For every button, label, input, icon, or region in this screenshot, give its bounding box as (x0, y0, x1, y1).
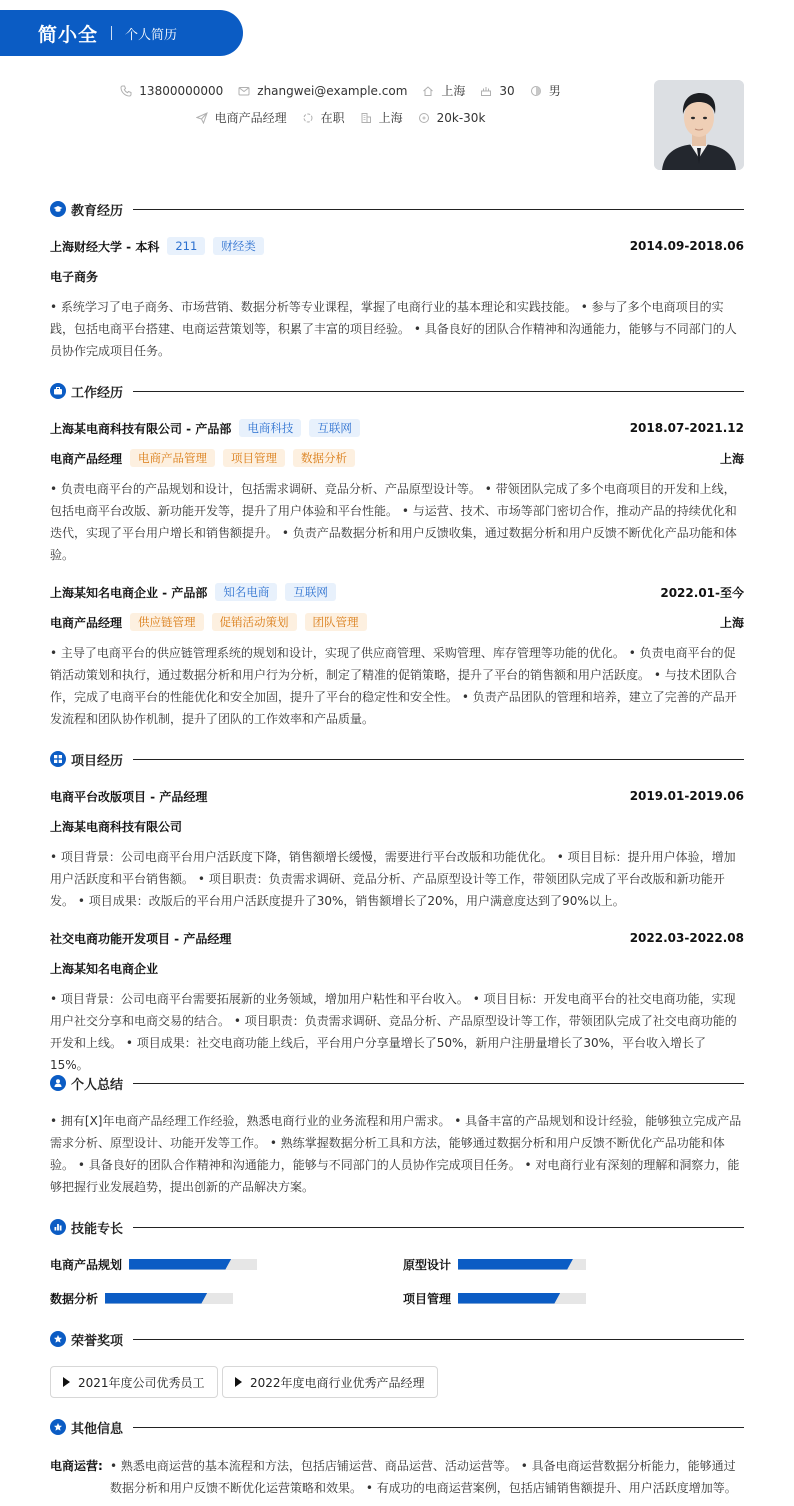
status-icon (301, 111, 315, 125)
contact-salary (417, 111, 486, 125)
brand-subtitle: 个人简历 (125, 27, 178, 43)
contact-position (195, 109, 287, 126)
company-name: 上海某知名电商企业 - 产品部 (50, 585, 208, 600)
status-value: 在职 (320, 111, 345, 125)
brand-divider (111, 26, 112, 40)
contact-row-1 (0, 82, 680, 99)
project-date: 2019.01-2019.06 (629, 789, 744, 803)
work-date: 2018.07-2021.12 (629, 421, 744, 435)
school-name: 上海财经大学 - 本科 (50, 239, 160, 254)
company-name: 上海某电商科技有限公司 - 产品部 (50, 421, 232, 436)
section-divider (133, 1427, 744, 1428)
company-tag: 知名电商 (215, 583, 277, 601)
resume-brand (0, 10, 243, 56)
section-title-text: 工作经历 (71, 385, 124, 401)
play-icon (63, 1377, 70, 1387)
work-city: 上海 (719, 451, 744, 466)
section-title-text: 项目经历 (71, 753, 124, 769)
section-title-education (50, 199, 744, 219)
skill-bar (458, 1259, 586, 1270)
user-icon (50, 1075, 66, 1091)
summary-text: • 拥有[X]年电商产品经理工作经验，熟悉电商行业的业务流程和用户需求。 • 具备丰富的产品规划和设计经验，能够独立完成产品需求分析、原型设计、功能开发等工作。 • 熟练掌握数据分析工具和方法，能够通过数据分析和用户反馈不断优化产品功能和体验。 • 具备良好的团队合作精神和沟通能力，能够与不同部门的人员协作完成项目任务。 • 对电商行业有深刻的理解和洞察力，能够把握行业发展趋势，提出创新的产品解决方案。 (50, 1114, 742, 1194)
brand-name: 简小全 (38, 23, 99, 46)
contact-email (237, 84, 407, 98)
project-date: 2022.03-2022.08 (629, 931, 744, 945)
project-company: 上海某电商科技有限公司 (50, 819, 183, 834)
work-description: • 主导了电商平台的供应链管理系统的规划和设计，实现了供应商管理、采购管理、库存管理等功能的优化。 • 负责电商平台的促销活动策划和执行，通过数据分析和用户行为分析，制定了精准的促销策略，提升了平台的销售额和用户活跃度。 • 与技术团队合作，完成了电商平台的性能优化和安全加固，提升了平台的稳定性和安全性。 • 负责产品团队的管理和培养，建立了完善的产品开发流程和团队协作机制，提升了团队的工作效率和产品质量。 (50, 646, 737, 726)
section-divider (133, 759, 744, 760)
role-name: 电商产品经理 (50, 451, 123, 466)
work-date: 2022.01-至今 (660, 585, 744, 600)
section-title-awards (50, 1329, 744, 1349)
city-value: 上海 (378, 111, 403, 125)
salary-value: 20k-30k (436, 110, 486, 125)
coin-icon (417, 111, 431, 125)
project-title: 电商平台改版项目 - 产品经理 (50, 789, 208, 804)
phone-value: 13800000000 (139, 83, 224, 98)
skill-bar-fill (129, 1259, 231, 1270)
education-date: 2014.09-2018.06 (629, 239, 744, 253)
award-text: 2021年度公司优秀员工 (78, 1375, 205, 1390)
section-title-skills (50, 1217, 744, 1237)
role-name: 电商产品经理 (50, 615, 123, 630)
info-icon (50, 1419, 66, 1435)
section-title-text: 其他信息 (71, 1421, 124, 1437)
skill-name: 电商产品规划 (50, 1257, 123, 1272)
section-title-project (50, 749, 744, 769)
skill-bar-fill (458, 1259, 573, 1270)
section-divider (133, 391, 744, 392)
profile-photo (654, 80, 744, 170)
major-name: 电子商务 (50, 269, 99, 284)
contact-gender (529, 82, 561, 99)
award-text: 2022年度电商行业优秀产品经理 (250, 1375, 425, 1390)
company-tag: 电商科技 (239, 419, 301, 437)
section-divider (133, 209, 744, 210)
contact-status (301, 109, 345, 126)
grid-icon (50, 751, 66, 767)
work-city: 上海 (719, 615, 744, 630)
email-value: zhangwei@example.com (257, 83, 408, 98)
building-icon (359, 111, 373, 125)
award-item (50, 1366, 218, 1398)
skill-tag: 团队管理 (305, 613, 367, 631)
skill-bar-fill (105, 1293, 207, 1304)
school-tag: 财经类 (213, 237, 264, 255)
skill-item (403, 1254, 586, 1274)
project-description: • 项目背景：公司电商平台需要拓展新的业务领域，增加用户粘性和平台收入。 • 项目目标：开发电商平台的社交电商功能，实现用户社交分享和电商交易的结合。 • 项目职责：负责需求调研、竞品分析、产品原型设计等工作，带领团队完成了社交电商功能的开发和上线。 • 项目成果：社交电商功能上线后，平台用户分享量增长了50%，新用户注册量增长了30%，平台收入增长了15%。 (50, 992, 737, 1072)
graduation-cap-icon (50, 201, 66, 217)
contact-city (359, 109, 403, 126)
location-value: 上海 (441, 84, 466, 98)
skill-item (50, 1288, 233, 1308)
section-title-other (50, 1417, 744, 1437)
phone-icon (119, 84, 133, 98)
skill-tag: 促销活动策划 (212, 613, 297, 631)
school-tag: 211 (167, 237, 205, 255)
work-header (50, 582, 744, 602)
skill-bar (105, 1293, 233, 1304)
skill-tag: 供应链管理 (130, 613, 204, 631)
mail-icon (237, 84, 251, 98)
work-role-row (50, 448, 744, 468)
project-company-row (50, 958, 744, 978)
bar-chart-icon (50, 1219, 66, 1235)
education-header (50, 236, 744, 256)
section-title-work (50, 381, 744, 401)
gender-icon (529, 84, 543, 98)
skill-name: 数据分析 (50, 1291, 99, 1306)
contact-phone (119, 84, 223, 98)
section-divider (133, 1339, 744, 1340)
project-header (50, 786, 744, 806)
skill-tag: 项目管理 (223, 449, 285, 467)
contact-age (479, 84, 514, 98)
skill-bar (129, 1259, 257, 1270)
gender-value: 男 (548, 84, 561, 98)
skill-item (50, 1254, 257, 1274)
skill-name: 项目管理 (403, 1291, 452, 1306)
section-title-text: 技能专长 (71, 1221, 124, 1237)
send-icon (195, 111, 209, 125)
contact-location (421, 82, 465, 99)
education-major-row (50, 266, 744, 286)
education-description: • 系统学习了电子商务、市场营销、数据分析等专业课程，掌握了电商行业的基本理论和实践技能。 • 参与了多个电商项目的实践，包括电商平台搭建、电商运营策划等，积累了丰富的项目经验。 • 具备良好的团队合作精神和沟通能力，能够与不同部门的人员协作完成项目任务。 (50, 300, 737, 358)
company-tag: 互联网 (309, 419, 360, 437)
skill-bar (458, 1293, 586, 1304)
briefcase-icon (50, 383, 66, 399)
section-title-text: 荣誉奖项 (71, 1333, 124, 1349)
position-value: 电商产品经理 (214, 111, 287, 125)
company-tag: 互联网 (285, 583, 336, 601)
skill-item (403, 1288, 586, 1308)
other-text: • 熟悉电商运营的基本流程和方法，包括店铺运营、商品运营、活动运营等。 • 具备电商运营数据分析能力，能够通过数据分析和用户反馈不断优化运营策略和效果。 • 有成功的电商运营案例，包括店铺销售额提升、用户活跃度增加等。 (110, 1459, 737, 1495)
skill-name: 原型设计 (403, 1257, 452, 1272)
section-title-summary (50, 1073, 744, 1093)
skill-tag: 数据分析 (293, 449, 355, 467)
skill-tag: 电商产品管理 (130, 449, 215, 467)
section-title-text: 教育经历 (71, 203, 124, 219)
work-role-row (50, 612, 744, 632)
project-header (50, 928, 744, 948)
award-item (222, 1366, 438, 1398)
project-description: • 项目背景：公司电商平台用户活跃度下降，销售额增长缓慢，需要进行平台改版和功能优化。 • 项目目标：提升用户体验，增加用户活跃度和平台销售额。 • 项目职责：负责需求调研、竞品分析、产品原型设计等工作，带领团队完成了平台改版和新功能开发。 • 项目成果：改版后的平台用户活跃度提升了30%，销售额增长了20%，用户满意度达到了90%以上。 (50, 850, 736, 908)
section-divider (133, 1083, 744, 1084)
work-header (50, 418, 744, 438)
section-divider (133, 1227, 744, 1228)
project-company-row (50, 816, 744, 836)
cake-icon (479, 84, 493, 98)
play-icon (235, 1377, 242, 1387)
project-company: 上海某知名电商企业 (50, 961, 159, 976)
work-description: • 负责电商平台的产品规划和设计，包括需求调研、竞品分析、产品原型设计等。 • 带领团队完成了多个电商项目的开发和上线，包括电商平台改版、新功能开发等，提升了用户体验和平台性能。 • 与运营、技术、市场等部门密切合作，推动产品的持续优化和迭代，实现了平台用户增长和销售额提升。 • 负责产品数据分析和用户反馈收集，通过数据分析和用户反馈不断优化产品功能和体验。 (50, 482, 737, 562)
skill-bar-fill (458, 1293, 560, 1304)
project-title: 社交电商功能开发项目 - 产品经理 (50, 931, 232, 946)
home-icon (421, 84, 435, 98)
age-value: 30 (499, 83, 515, 98)
contact-row-2 (0, 109, 680, 126)
medal-icon (50, 1331, 66, 1347)
section-title-text: 个人总结 (71, 1077, 124, 1093)
other-label: 电商运营: (50, 1459, 103, 1473)
